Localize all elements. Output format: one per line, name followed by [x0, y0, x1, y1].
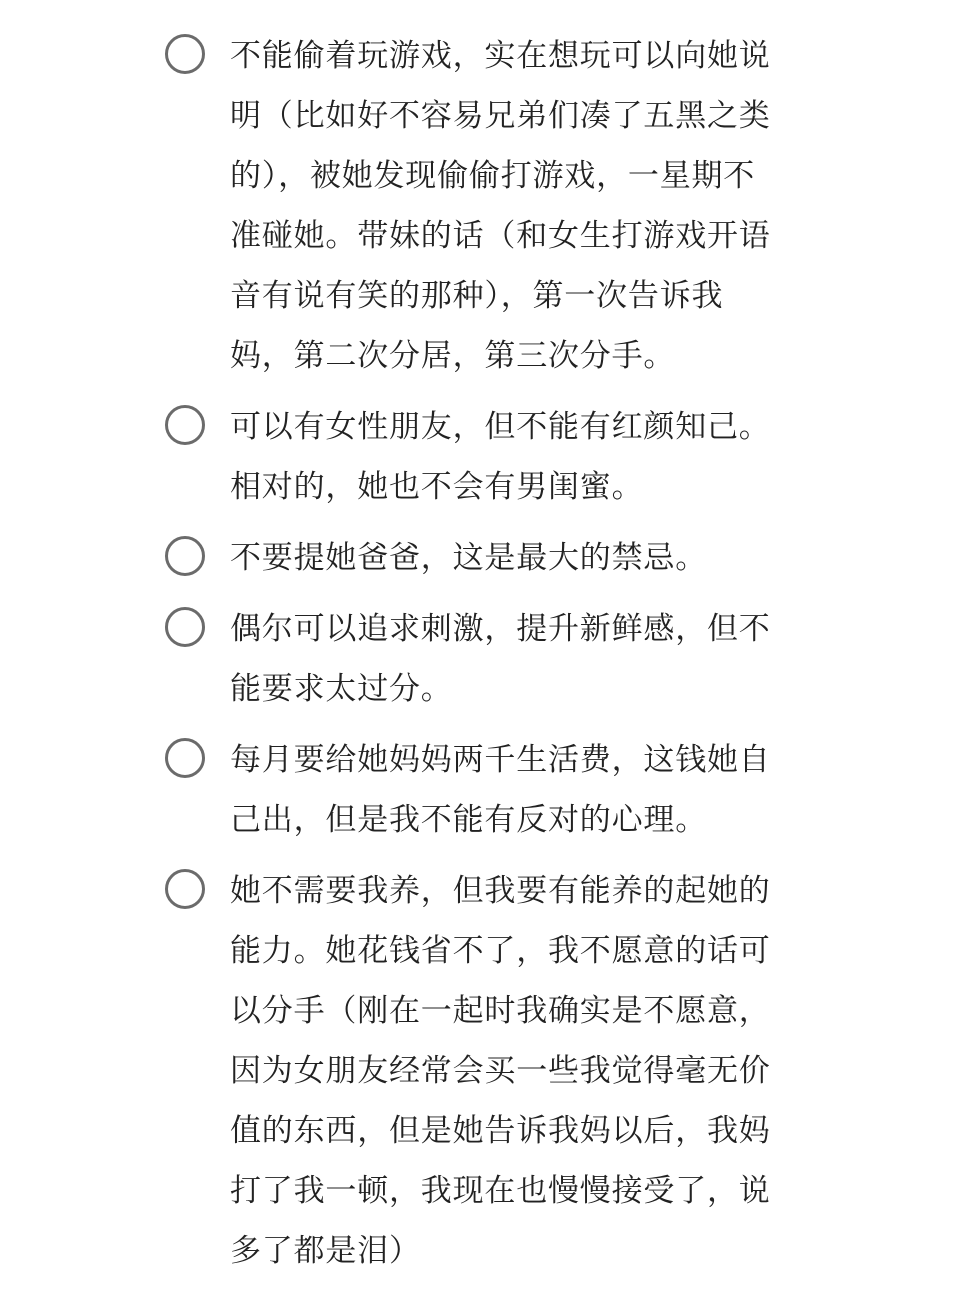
- text-line: 她不需要我养，但我要有能养的起她的: [230, 873, 771, 909]
- circle-checkbox-icon[interactable]: [165, 34, 205, 74]
- text-line: 能要求太过分。: [230, 671, 453, 707]
- text-line: 妈，第二次分居，第三次分手。: [230, 338, 676, 374]
- checklist-item: [0, 730, 960, 850]
- text-line: 每月要给她妈妈两千生活费，这钱她自: [230, 742, 771, 778]
- item-text: [230, 528, 810, 588]
- text-line: 己出，但是我不能有反对的心理。: [230, 802, 707, 838]
- text-line: 打了我一顿，我现在也慢慢接受了，说: [230, 1173, 771, 1209]
- text-line: 因为女朋友经常会买一些我觉得毫无价: [230, 1053, 771, 1089]
- circle-checkbox-icon[interactable]: [165, 405, 205, 445]
- checklist: [0, 26, 960, 1292]
- item-text: [230, 599, 810, 719]
- item-text: [230, 397, 810, 517]
- circle-checkbox-icon[interactable]: [165, 607, 205, 647]
- item-text: [230, 730, 810, 850]
- text-line: 的），被她发现偷偷打游戏，一星期不: [230, 158, 756, 194]
- text-line: 准碰她。带妹的话（和女生打游戏开语: [230, 218, 771, 254]
- item-text: [230, 26, 810, 386]
- text-line: 音有说有笑的那种），第一次告诉我: [230, 278, 724, 314]
- circle-checkbox-icon[interactable]: [165, 738, 205, 778]
- circle-checkbox-icon[interactable]: [165, 869, 205, 909]
- checklist-item: [0, 599, 960, 719]
- text-line: 偶尔可以追求刺激，提升新鲜感，但不: [230, 611, 771, 647]
- text-line: 可以有女性朋友，但不能有红颜知己。: [230, 409, 771, 445]
- checklist-item: [0, 861, 960, 1281]
- text-line: 能力。她花钱省不了，我不愿意的话可: [230, 933, 771, 969]
- circle-checkbox-icon[interactable]: [165, 536, 205, 576]
- checklist-item: [0, 397, 960, 517]
- checklist-item: [0, 26, 960, 386]
- text-line: 相对的，她也不会有男闺蜜。: [230, 469, 644, 505]
- item-text: [230, 861, 810, 1281]
- text-line: 以分手（刚在一起时我确实是不愿意，: [230, 993, 771, 1029]
- text-line: 不要提她爸爸，这是最大的禁忌。: [230, 540, 707, 576]
- text-line: 多了都是泪）: [230, 1233, 421, 1269]
- text-line: 值的东西，但是她告诉我妈以后，我妈: [230, 1113, 771, 1149]
- text-line: 明（比如好不容易兄弟们凑了五黑之类: [230, 98, 771, 134]
- checklist-item: [0, 528, 960, 588]
- text-line: 不能偷着玩游戏，实在想玩可以向她说: [230, 38, 771, 74]
